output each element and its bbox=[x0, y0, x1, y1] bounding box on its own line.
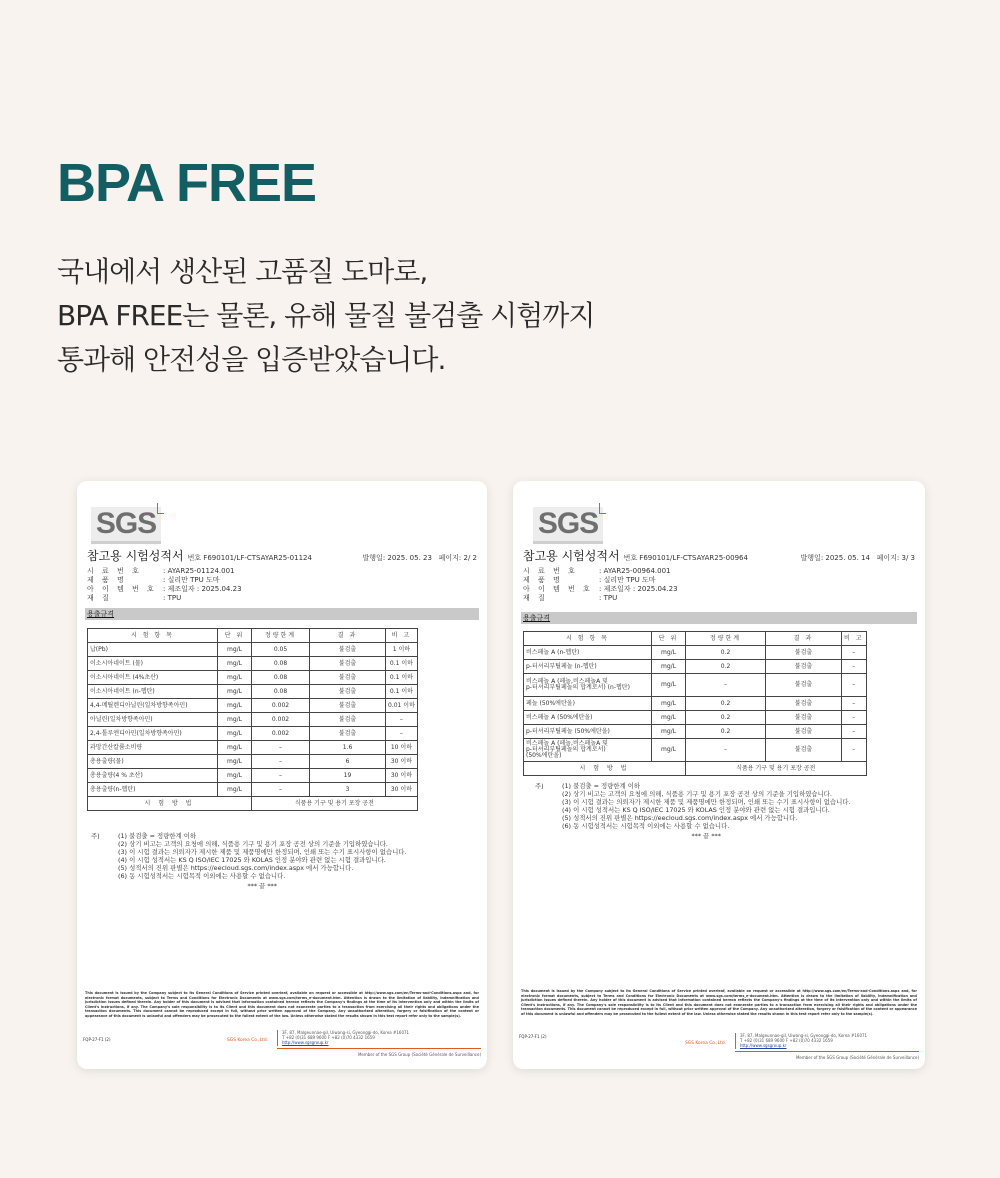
sgs-logo: SGS bbox=[91, 507, 161, 544]
table-cell: 0.1 이하 bbox=[386, 685, 418, 699]
end-mark: *** 끝 *** bbox=[247, 882, 277, 890]
table-cell: – bbox=[686, 674, 766, 697]
table-cell: 불검출 bbox=[310, 671, 386, 685]
table-cell: 불검출 bbox=[310, 727, 386, 741]
table-cell: mg/L bbox=[218, 741, 252, 755]
note-item: (1) 불검출 = 정량한계 이하 bbox=[118, 832, 197, 840]
table-cell: – bbox=[842, 711, 867, 725]
table-row bbox=[88, 685, 418, 699]
note-item: (4) 이 시험 성적서는 KS Q ISO/IEC 17025 와 KOLAS 인정 분야와 관련 없는 시험 결과입니다. bbox=[118, 856, 386, 864]
report-page: 페이지: 3/ 3 bbox=[876, 554, 915, 562]
sample-info bbox=[523, 567, 678, 603]
note-item: (4) 이 시험 성적서는 KS Q ISO/IEC 17025 와 KOLAS 인정 분야와 관련 없는 시험 결과입니다. bbox=[562, 806, 830, 814]
hero-line: 국내에서 생산된 고품질 도마로, bbox=[57, 255, 428, 288]
table-row bbox=[88, 671, 418, 685]
footer-rule bbox=[277, 1048, 481, 1049]
section-title: 용출규격 bbox=[523, 614, 551, 622]
table-cell: – bbox=[842, 697, 867, 711]
report-title: 참고용 시험성적서 bbox=[87, 549, 184, 563]
column-header: 결 과 bbox=[310, 629, 386, 643]
notes-list bbox=[562, 782, 851, 840]
test-report-document bbox=[77, 481, 487, 1069]
info-key: 제 품 명 bbox=[87, 576, 127, 584]
note-item: (6) 동 시험성적서는 시험목적 이외에는 사용할 수 없습니다. bbox=[118, 872, 286, 880]
table-cell: mg/L bbox=[218, 783, 252, 797]
table-cell: 불검출 bbox=[766, 697, 842, 711]
info-value: : 실리만 TPU 도마 bbox=[163, 576, 220, 584]
table-cell: 1.6 bbox=[310, 741, 386, 755]
table-cell: – bbox=[386, 713, 418, 727]
table-cell: – bbox=[386, 727, 418, 741]
info-row bbox=[523, 567, 678, 576]
note-item: (3) 이 시험 결과는 의뢰자가 제시한 제품 및 제품명에만 한정되며, 인쇄 또는 수기 표시사항이 없습니다. bbox=[118, 848, 407, 856]
member-note: Member of the SGS Group (Société Générale de Surveillance) bbox=[795, 1055, 919, 1060]
table-cell: – bbox=[252, 755, 310, 769]
table-cell: mg/L bbox=[652, 739, 686, 762]
test-item-cell: 총용출량(물) bbox=[88, 755, 218, 769]
method-label: 시 험 방 법 bbox=[88, 797, 252, 811]
table-cell: 0.002 bbox=[252, 699, 310, 713]
test-item-cell: 이소시아네이트 (n-헵탄) bbox=[88, 685, 218, 699]
table-cell: 0.2 bbox=[686, 711, 766, 725]
legal-fineprint: This document is issued by the Company subject to its General Conditions of Service printed overleaf, available on request or accessible at http://www.sgs.com/en/Terms-and-Conditions.aspx and, for electronic format documents, subject to Terms and Conditions for Electronic Documents at www.sgs.com/terms_e-document.htm. Attention is drawn to the limitation of liability, indemnification and jurisdiction issues defined therein. Any holder of this document is advised that information contained hereon reflects the Company's findings at the time of its intervention only and within the limits of Client's instructions, if any. The Company's sole responsibility is to its Client and this document does not exonerate parties to a transaction from exercising all their rights and obligations under the transaction documents. This document cannot be reproduced except in full, without prior written approval of the Company. Any unauthorized alteration, forgery or falsification of the content or appearance of this document is unlawful and offenders may be prosecuted to the fullest extent of the law. Unless otherwise stated the results shown in this test report refer only to the sample(s). bbox=[521, 989, 917, 1016]
table-cell: 0.01 이하 bbox=[386, 699, 418, 713]
test-item-cell: 총용출량(4 % 초산) bbox=[88, 769, 218, 783]
end-mark: *** 끝 *** bbox=[691, 832, 721, 840]
note-item: (2) 상기 비고는 고객의 요청에 의해, 식품용 기구 및 용기 포장 공전 상의 기준을 기입하였습니다. bbox=[562, 790, 832, 798]
method-value: 식품용 기구 및 용기 포장 공전 bbox=[686, 762, 867, 776]
page-title: BPA FREE bbox=[57, 153, 317, 213]
info-row bbox=[523, 585, 678, 594]
results-table bbox=[87, 628, 418, 811]
table-cell: mg/L bbox=[218, 685, 252, 699]
table-cell: 불검출 bbox=[766, 725, 842, 739]
info-row bbox=[87, 585, 242, 594]
table-row bbox=[524, 660, 867, 674]
table-cell: 0.002 bbox=[252, 713, 310, 727]
table-cell: mg/L bbox=[652, 711, 686, 725]
table-cell: 불검출 bbox=[310, 699, 386, 713]
test-item-cell: 비스페놀 A (n-헵탄) bbox=[524, 646, 652, 660]
table-row bbox=[88, 657, 418, 671]
table-cell: 불검출 bbox=[766, 674, 842, 697]
table-cell: 0.002 bbox=[252, 727, 310, 741]
table-cell: 0.2 bbox=[686, 660, 766, 674]
info-row bbox=[87, 594, 242, 603]
table-cell: 0.2 bbox=[686, 646, 766, 660]
table-cell: mg/L bbox=[218, 657, 252, 671]
info-key: 아 이 템 번 호 bbox=[87, 585, 157, 593]
test-report-document bbox=[513, 481, 925, 1069]
contact-line: T +82 (0)31 689 9600 F +82 (0)70 4332 1659 bbox=[282, 1035, 375, 1040]
table-cell: – bbox=[686, 739, 766, 762]
table-row bbox=[88, 783, 418, 797]
notes-label: 주) bbox=[535, 782, 544, 790]
table-cell: mg/L bbox=[218, 699, 252, 713]
info-value: : 제조일자 : 2025.04.23 bbox=[599, 585, 678, 593]
test-item-cell: 페놀 (50%에탄올) bbox=[524, 697, 652, 711]
info-row bbox=[87, 576, 242, 585]
table-cell: 19 bbox=[310, 769, 386, 783]
note-item: (6) 동 시험성적서는 시험목적 이외에는 사용할 수 없습니다. bbox=[562, 822, 730, 830]
info-row bbox=[523, 576, 678, 585]
column-header: 정량한계 bbox=[252, 629, 310, 643]
column-header: 비 고 bbox=[842, 632, 867, 646]
method-label: 시 험 방 법 bbox=[524, 762, 686, 776]
section-bar bbox=[521, 612, 917, 624]
site-link[interactable]: http://www.sgsgroup.kr bbox=[282, 1040, 329, 1045]
test-item-cell: 비스페놀 A (페놀,비스페놀A 및 p-터셔리부틸페놀의 합계로서) (50%에탄올) bbox=[524, 739, 652, 762]
table-row bbox=[524, 711, 867, 725]
member-note: Member of the SGS Group (Société Générale de Surveillance) bbox=[357, 1052, 481, 1057]
results-table bbox=[523, 631, 867, 776]
info-key: 시 료 번 호 bbox=[87, 567, 142, 575]
table-cell: 0.05 bbox=[252, 643, 310, 657]
table-cell: 30 이하 bbox=[386, 769, 418, 783]
table-row bbox=[524, 739, 867, 762]
test-item-cell: 이소시아네이트 (물) bbox=[88, 657, 218, 671]
table-cell: – bbox=[252, 769, 310, 783]
table-row bbox=[524, 674, 867, 697]
info-key: 재 질 bbox=[523, 594, 548, 602]
table-header-row bbox=[524, 632, 867, 646]
company-name: SGS Korea Co.,Ltd. bbox=[227, 1038, 269, 1043]
column-header: 단 위 bbox=[218, 629, 252, 643]
table-cell: mg/L bbox=[652, 646, 686, 660]
contact-line: T +82 (0)31 689 9600 F +82 (0)70 4332 1659 bbox=[740, 1038, 833, 1043]
address-line: 3F, 87, Malgeunnae-gil, Uiwang-si, Gyeonggi-do, Korea #16071 bbox=[282, 1030, 410, 1035]
table-cell: 0.08 bbox=[252, 685, 310, 699]
info-row bbox=[87, 567, 242, 576]
company-name: SGS Korea Co.,Ltd. bbox=[685, 1041, 727, 1046]
table-cell: 불검출 bbox=[766, 646, 842, 660]
table-cell: – bbox=[842, 646, 867, 660]
form-code: FQP-27-F1 (2) bbox=[519, 1034, 547, 1039]
info-value: : AYAR25-00964.001 bbox=[599, 567, 671, 575]
table-cell: 1 이하 bbox=[386, 643, 418, 657]
table-cell: 30 이하 bbox=[386, 783, 418, 797]
test-item-cell: 이소시아네이트 (4%초산) bbox=[88, 671, 218, 685]
sample-info bbox=[87, 567, 242, 603]
test-item-cell: 비스페놀 A (페놀,비스페놀A 및 p-터셔리부틸페놀의 합계로서) (n-헵탄) bbox=[524, 674, 652, 697]
section-title: 용출규격 bbox=[87, 610, 115, 618]
table-cell: 불검출 bbox=[766, 739, 842, 762]
table-cell: mg/L bbox=[218, 713, 252, 727]
table-cell: 불검출 bbox=[310, 643, 386, 657]
table-cell: – bbox=[842, 660, 867, 674]
certificate-card-2 bbox=[513, 481, 925, 1069]
table-cell: mg/L bbox=[652, 674, 686, 697]
table-row bbox=[88, 769, 418, 783]
table-cell: 10 이하 bbox=[386, 741, 418, 755]
section-bar bbox=[85, 608, 479, 620]
table-row bbox=[88, 741, 418, 755]
test-item-cell: 총용출량(n-헵탄) bbox=[88, 783, 218, 797]
info-value: : AYAR25-01124.001 bbox=[163, 567, 235, 575]
test-item-cell: 2,4-톨루엔디아민(일차방향족아민) bbox=[88, 727, 218, 741]
site-link[interactable]: http://www.sgsgroup.kr bbox=[740, 1043, 787, 1048]
test-item-cell: p-터셔리부틸페놀 (n-헵탄) bbox=[524, 660, 652, 674]
note-item: (1) 불검출 = 정량한계 이하 bbox=[562, 782, 641, 790]
company-address bbox=[735, 1033, 867, 1049]
report-page: 페이지: 2/ 2 bbox=[438, 554, 477, 562]
info-value: : TPU bbox=[163, 594, 182, 602]
test-item-cell: p-터셔리부틸페놀 (50%에탄올) bbox=[524, 725, 652, 739]
table-cell: mg/L bbox=[218, 769, 252, 783]
table-cell: – bbox=[252, 741, 310, 755]
table-cell: mg/L bbox=[652, 725, 686, 739]
hero-line: 통과해 안전성을 입증받았습니다. bbox=[57, 343, 446, 376]
hero-description bbox=[57, 250, 594, 382]
table-cell: mg/L bbox=[652, 660, 686, 674]
test-item-cell: 비스페놀 A (50%에탄올) bbox=[524, 711, 652, 725]
address-line: 3F, 87, Malgeunnae-gil, Uiwang-si, Gyeonggi-do, Korea #16071 bbox=[740, 1033, 868, 1038]
table-cell: 0.08 bbox=[252, 657, 310, 671]
legal-fineprint: This document is issued by the Company subject to its General Conditions of Service printed overleaf, available on request or accessible at http://www.sgs.com/en/Terms-and-Conditions.aspx and, for electronic format documents, subject to Terms and Conditions for Electronic Documents at www.sgs.com/terms_e-document.htm. Attention is drawn to the limitation of liability, indemnification and jurisdiction issues defined therein. Any holder of this document is advised that information contained hereon reflects the Company's findings at the time of its intervention only and within the limits of Client's instructions, if any. The Company's sole responsibility is to its Client and this document does not exonerate parties to a transaction from exercising all their rights and obligations under the transaction documents. This document cannot be reproduced except in full, without prior written approval of the Company. Any unauthorized alteration, forgery or falsification of the content or appearance of this document is unlawful and offenders may be prosecuted to the fullest extent of the law. Unless otherwise stated the results shown in this test report refer only to the sample(s). bbox=[85, 991, 479, 1018]
info-key: 재 질 bbox=[87, 594, 112, 602]
note-item: (2) 상기 비고는 고객의 요청에 의해, 식품용 기구 및 용기 포장 공전 상의 기준을 기입하였습니다. bbox=[118, 840, 388, 848]
test-item-cell: 아닐린(일차방향족아민) bbox=[88, 713, 218, 727]
report-number: 번호 F690101/LF-CTSAYAR25-00964 bbox=[623, 554, 748, 562]
table-cell: 불검출 bbox=[310, 713, 386, 727]
test-item-cell: 과망간산칼륨소비량 bbox=[88, 741, 218, 755]
table-row bbox=[88, 643, 418, 657]
table-cell: mg/L bbox=[218, 755, 252, 769]
test-item-cell: 납(Pb) bbox=[88, 643, 218, 657]
column-header: 시 험 항 목 bbox=[524, 632, 652, 646]
method-row bbox=[88, 797, 418, 811]
report-date: 발행일: 2025. 05. 23 bbox=[362, 554, 432, 562]
table-cell: 0.08 bbox=[252, 671, 310, 685]
table-cell: 불검출 bbox=[766, 711, 842, 725]
table-header-row bbox=[88, 629, 418, 643]
info-value: : TPU bbox=[599, 594, 618, 602]
report-number: 번호 F690101/LF-CTSAYAR25-01124 bbox=[187, 554, 312, 562]
info-value: : 실리만 TPU 도마 bbox=[599, 576, 656, 584]
hero-line: BPA FREE는 물론, 유해 물질 불검출 시험까지 bbox=[57, 299, 595, 332]
table-cell: – bbox=[252, 783, 310, 797]
table-cell: – bbox=[842, 725, 867, 739]
notes-label: 주) bbox=[91, 832, 100, 840]
sgs-logo: SGS bbox=[533, 507, 603, 544]
table-row bbox=[524, 646, 867, 660]
table-row bbox=[524, 725, 867, 739]
report-title: 참고용 시험성적서 bbox=[523, 549, 620, 563]
info-row bbox=[523, 594, 678, 603]
table-cell: 불검출 bbox=[310, 657, 386, 671]
table-cell: mg/L bbox=[218, 643, 252, 657]
table-cell: 불검출 bbox=[766, 660, 842, 674]
column-header: 시 험 항 목 bbox=[88, 629, 218, 643]
report-header bbox=[87, 547, 477, 564]
note-item: (5) 성적서의 진위 판별은 https://eecloud.sgs.com/index.aspx 에서 가능합니다. bbox=[118, 864, 354, 872]
info-value: : 제조일자 : 2025.04.23 bbox=[163, 585, 242, 593]
method-value: 식품용 기구 및 용기 포장 공전 bbox=[252, 797, 418, 811]
table-row bbox=[88, 713, 418, 727]
method-row bbox=[524, 762, 867, 776]
column-header: 결 과 bbox=[766, 632, 842, 646]
table-cell: 3 bbox=[310, 783, 386, 797]
info-key: 제 품 명 bbox=[523, 576, 563, 584]
table-cell: 0.2 bbox=[686, 725, 766, 739]
table-cell: 0.2 bbox=[686, 697, 766, 711]
form-code: FQP-27-F1 (2) bbox=[83, 1037, 111, 1042]
table-cell: mg/L bbox=[218, 727, 252, 741]
report-header bbox=[523, 547, 915, 564]
table-cell: – bbox=[842, 674, 867, 697]
table-cell: 30 이하 bbox=[386, 755, 418, 769]
company-address bbox=[277, 1030, 409, 1046]
info-key: 시 료 번 호 bbox=[523, 567, 578, 575]
table-cell: mg/L bbox=[218, 671, 252, 685]
table-row bbox=[88, 699, 418, 713]
certificate-card-1 bbox=[77, 481, 487, 1069]
column-header: 정량한계 bbox=[686, 632, 766, 646]
column-header: 비 고 bbox=[386, 629, 418, 643]
column-header: 단 위 bbox=[652, 632, 686, 646]
note-item: (5) 성적서의 진위 판별은 https://eecloud.sgs.com/index.aspx 에서 가능합니다. bbox=[562, 814, 798, 822]
table-cell: – bbox=[842, 739, 867, 762]
table-cell: 0.1 이하 bbox=[386, 657, 418, 671]
footer-rule bbox=[735, 1051, 919, 1052]
table-row bbox=[88, 727, 418, 741]
table-cell: 6 bbox=[310, 755, 386, 769]
table-cell: 0.1 이하 bbox=[386, 671, 418, 685]
report-date-page bbox=[801, 553, 915, 563]
table-cell: 불검출 bbox=[310, 685, 386, 699]
table-row bbox=[88, 755, 418, 769]
report-date-page bbox=[363, 553, 477, 563]
table-cell: mg/L bbox=[652, 697, 686, 711]
table-row bbox=[524, 697, 867, 711]
note-item: (3) 이 시험 결과는 의뢰자가 제시한 제품 및 제품명에만 한정되며, 인쇄 또는 수기 표시사항이 없습니다. bbox=[562, 798, 851, 806]
report-date: 발행일: 2025. 05. 14 bbox=[800, 554, 870, 562]
test-item-cell: 4,4-메틸렌디아닐린(일차방향족아민) bbox=[88, 699, 218, 713]
notes-list bbox=[118, 832, 407, 890]
info-key: 아 이 템 번 호 bbox=[523, 585, 593, 593]
